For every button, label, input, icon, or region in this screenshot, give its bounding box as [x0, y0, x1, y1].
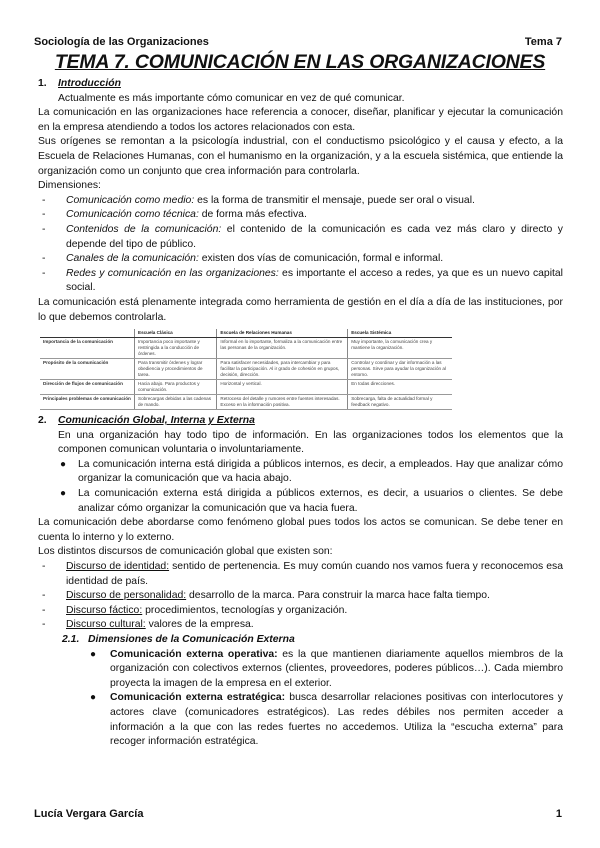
dimension-text: es la forma de transmitir el mensaje, puede ser oral o visual.: [194, 194, 475, 206]
table-cell: Muy importante, la comunicación crea y mantiene la organización.: [348, 338, 452, 359]
table-header-row: [40, 329, 452, 338]
table-cell: Importancia de la comunicación: [40, 338, 135, 359]
dimension-text: el contenido de la comunicación es cada vez más claro y directo y depende del tipo de público.: [66, 223, 563, 250]
table-cell: Dirección de flujos de comunicación: [40, 380, 135, 395]
discurso-text: valores de la empresa.: [145, 619, 254, 631]
list-item-text: La comunicación interna está dirigida a públicos internos, es decir, a empleados. Hay que analizar cómo organizar la comunicación que va hacia abajo.: [78, 458, 563, 485]
list-item-term: Comunicación externa operativa:: [110, 648, 278, 660]
discurso-text: procedimientos, tecnologías y organización.: [142, 604, 348, 616]
table-header: [40, 329, 135, 338]
table-header: Escuela Clásica: [135, 329, 217, 338]
discurso-item: [38, 589, 563, 604]
section-2-heading: [38, 414, 563, 429]
dimension-term: Canales de la comunicación:: [66, 253, 199, 265]
discurso-text: sentido de pertenencia. Es muy común cuando nos vamos fuera y reconocemos esa identidad de país.: [66, 561, 563, 587]
document-body: [38, 77, 563, 750]
paragraph: La comunicación debe abordarse como fenómeno global pues todos los actos se comunican. Se debe tener en cuenta lo interno y lo externo.: [38, 517, 563, 543]
table-cell: Sobrecarga, falta de actualidad formal y feedback negativo.: [348, 395, 452, 410]
dimension-item: [38, 267, 563, 296]
dimension-term: Comunicación como medio:: [66, 194, 195, 206]
table-row: [40, 338, 452, 359]
discurso-term: Discurso cultural:: [66, 619, 146, 631]
paragraph: En una organización hay todo tipo de información. En las organizaciones todos los elementos que la componen comunican voluntaria o involuntariamente.: [58, 429, 563, 456]
bullet-icon: ●: [90, 692, 97, 704]
table-row: [40, 395, 452, 410]
table-cell: Para transmitir órdenes y lograr obediencia y procedimientos de tarea.: [135, 359, 217, 380]
table-cell: Para satisfacer necesidades, para intercambiar y para facilitar la participación. Al ir grado de cohesión en grupos, decisión, dirección.: [217, 359, 348, 380]
paragraph: Actualmente es más importante cómo comunicar en vez de qué comunicar.: [58, 92, 405, 104]
subsection-2-1-heading: [38, 633, 563, 648]
dimension-text: de forma más efectiva.: [198, 209, 307, 221]
discurso-item: [38, 604, 563, 619]
list-item-text: La comunicación externa está dirigida a públicos externos, es decir, a usuarios o clientes. Se debe analizar cómo organizar la comunicación que va hacia fuera.: [78, 488, 563, 514]
section-number: 2.: [38, 415, 47, 427]
table-cell: Hacia abajo. Para productos y comunicación.: [135, 380, 217, 395]
dimension-item: [38, 208, 563, 223]
list-item: [38, 648, 563, 692]
bullet-icon: ●: [60, 458, 67, 470]
subsection-title: Dimensiones de la Comunicación Externa: [88, 634, 295, 645]
list-item: [38, 458, 563, 487]
discurso-item: [38, 618, 563, 633]
paragraph: Sus orígenes se remontan a la psicología industrial, con el conductismo psicológico y el causa y efecto, a la Escuela de Relaciones Humanas, con el humanismo en la organización, y a la escuela sistémica, que entiende la organización como un conjunto que crea información para controlarla.: [38, 136, 563, 177]
paragraph: Los distintos discursos de comunicación global que existen son:: [38, 546, 333, 558]
dimension-item: [38, 194, 563, 209]
list-item: [38, 487, 563, 516]
dimension-term: Contenidos de la comunicación:: [66, 223, 222, 235]
table-cell: Controlar y coordinar y dar información a las personas. Sirve para ayudar la organización al entorno.: [348, 359, 452, 380]
subsection-number: 2.1.: [62, 634, 80, 645]
table-cell: Sobrecargas debidas a las cadenas de mando.: [135, 395, 217, 410]
discurso-text: desarrollo de la marca. Para construir la marca hace falta tiempo.: [186, 590, 490, 602]
table-row: [40, 359, 452, 380]
discurso-item: [38, 560, 563, 589]
page-number: 1: [555, 808, 562, 820]
table-cell: Informal en lo importante, formaliza a la comunicación entre las personas de la organización.: [217, 338, 348, 359]
dimension-item: [38, 223, 563, 252]
table-cell: En todas direcciones.: [348, 380, 452, 395]
footer-author: Lucía Vergara García: [34, 808, 144, 820]
discurso-term: Discurso fáctico:: [66, 604, 143, 616]
paragraph: La comunicación está plenamente integrada como herramienta de gestión en el día a día de las instituciones, por lo que debemos controlarla.: [38, 296, 563, 323]
page-title: TEMA 7. COMUNICACIÓN EN LAS ORGANIZACIONES: [54, 51, 546, 73]
dimension-term: Comunicación como técnica:: [66, 209, 199, 221]
list-item-text: busca desarrollar relaciones positivas con interlocutores y actores clave (comunicadores estratégicos). Las redes débiles nos permiten acceder a información a la que con las redes fuertes no accedemos. Utiliza la “escucha externa” para recoger información estratégica.: [110, 692, 563, 748]
table-cell: Propósito de la comunicación: [40, 359, 135, 380]
table-header: Escuela de Relaciones Humanas: [217, 329, 348, 338]
dimension-term: Redes y comunicación en las organizaciones:: [66, 267, 279, 279]
bullet-icon: ●: [90, 648, 97, 660]
dimension-text: existen dos vías de comunicación, formal e informal.: [198, 253, 444, 265]
table-cell: Horizontal y vertical.: [217, 380, 348, 395]
section-1-heading: [38, 77, 563, 92]
schools-comparison-table: [40, 329, 452, 410]
table-row: [40, 380, 452, 395]
section-number: 1.: [38, 78, 47, 89]
dimension-text: es importante el acceso a redes, ya que es un nuevo capital social.: [66, 267, 563, 294]
page-header: [34, 36, 562, 50]
table-header: Escuela Sistémica: [348, 329, 452, 338]
dimension-item: [38, 252, 563, 267]
bullet-icon: ●: [60, 488, 67, 500]
section-title: Comunicación Global, Interna y Externa: [58, 415, 255, 427]
table-cell: Principales problemas de comunicación: [40, 395, 135, 410]
list-item: [38, 691, 563, 749]
page-footer: [34, 808, 562, 822]
discurso-term: Discurso de identidad:: [66, 561, 170, 573]
discurso-term: Discurso de personalidad:: [66, 590, 187, 602]
table-cell: Retroceso del detalle y rumores entre fuentes interesadas. Exceso en la información positiva.: [217, 395, 348, 410]
header-topic: Tema 7: [524, 36, 562, 48]
section-title: Introducción: [58, 78, 121, 89]
table-cell: Importancia poco importante y restringida a la conducción de órdenes.: [135, 338, 217, 359]
list-item-text: es la que mantienen diariamente aquellos miembros de la organización con colectivos externos (clientes, proveedores, poderes públicos…). Cada miembro proyecta la imagen de la empresa en el exterior.: [110, 648, 563, 689]
header-subject: Sociología de las Organizaciones: [34, 36, 209, 48]
paragraph: Dimensiones:: [38, 180, 101, 192]
paragraph: La comunicación en las organizaciones hace referencia a conocer, diseñar, planificar y ejecutar la comunicación en la empresa atendiendo a todos los actores relacionados con esta.: [38, 107, 563, 133]
list-item-term: Comunicación externa estratégica:: [110, 692, 286, 704]
